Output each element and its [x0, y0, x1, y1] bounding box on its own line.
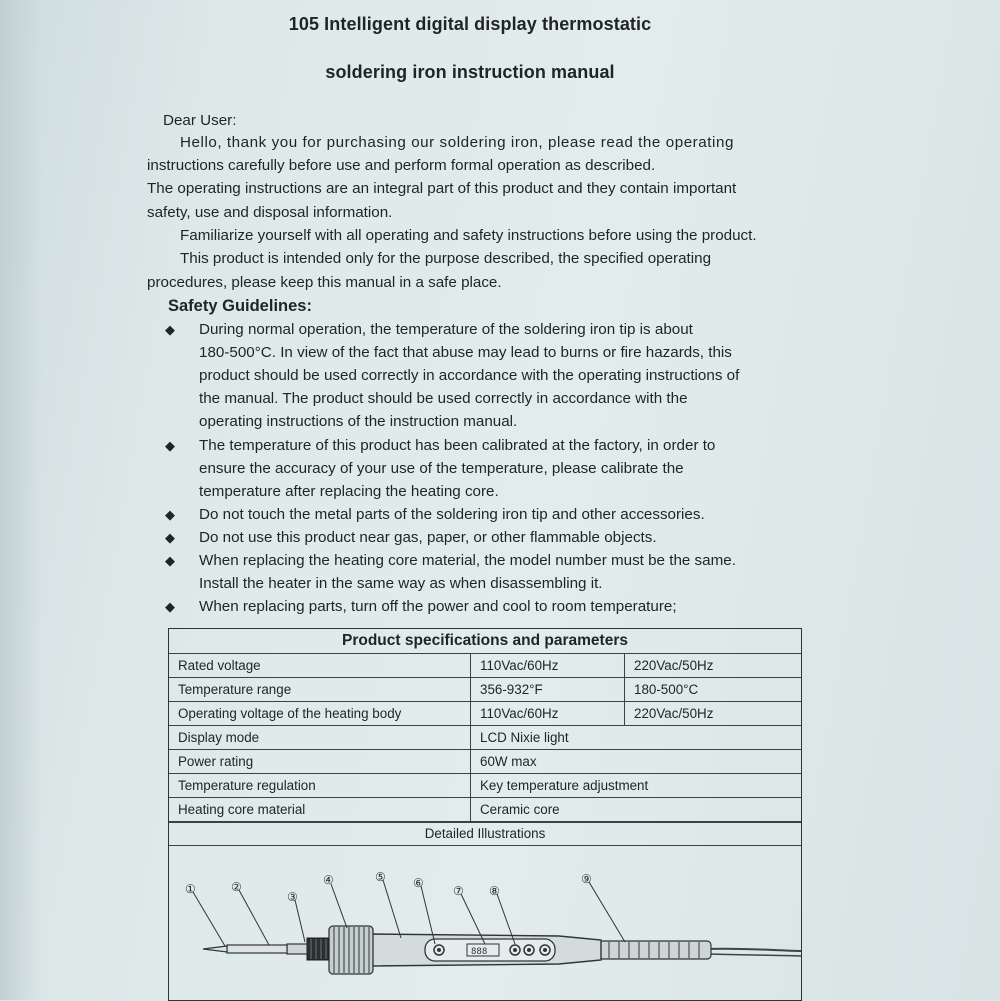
- bullet-diamond: ◆: [165, 438, 175, 453]
- illustrations-title: Detailed Illustrations: [169, 822, 801, 846]
- spec-value: 110Vac/60Hz: [471, 654, 625, 677]
- intro-line: This product is intended only for the purpose described, the specified operating: [180, 250, 712, 267]
- illustration-panel: [169, 846, 801, 1000]
- svg-text:888: 888: [471, 947, 488, 957]
- safety-line: Do not use this product near gas, paper, or other flammable objects.: [199, 529, 657, 546]
- spec-label: Temperature range: [169, 678, 471, 701]
- bullet-diamond: ◆: [165, 599, 175, 614]
- spec-label: Temperature regulation: [169, 774, 471, 797]
- spec-value: 180-500°C: [634, 682, 699, 697]
- greeting: Dear User:: [163, 112, 237, 129]
- callout-number: ②: [231, 880, 242, 894]
- safety-heading: Safety Guidelines:: [168, 297, 312, 315]
- intro-line: procedures, please keep this manual in a safe place.: [147, 274, 502, 291]
- safety-line: 180-500°C. In view of the fact that abuse may lead to burns or fire hazards, this: [199, 344, 732, 361]
- callout-number: ⑨: [581, 872, 592, 886]
- callout-number: ④: [323, 873, 334, 887]
- callout-number: ⑤: [375, 870, 386, 884]
- safety-line: ensure the accuracy of your use of the temperature, please calibrate the: [199, 460, 684, 477]
- table-row: [169, 750, 801, 774]
- callout-number: ⑦: [453, 884, 464, 898]
- safety-line: operating instructions of the instruction manual.: [199, 413, 518, 430]
- specs-table: [168, 628, 802, 1001]
- spec-label: Operating voltage of the heating body: [169, 702, 471, 725]
- spec-label: Rated voltage: [169, 654, 471, 677]
- bullet-diamond: ◆: [165, 507, 175, 522]
- table-row: [169, 702, 801, 726]
- table-row: [169, 654, 801, 678]
- bullet-diamond: ◆: [165, 530, 175, 545]
- table-row: [169, 678, 801, 702]
- intro-line: instructions carefully before use and perform formal operation as described.: [147, 157, 656, 174]
- page-fold-shadow: [0, 0, 42, 1000]
- callout-number: ⑧: [489, 884, 500, 898]
- safety-line: the manual. The product should be used correctly in accordance with the: [199, 390, 688, 407]
- spec-label: Heating core material: [169, 798, 471, 821]
- callout-number: ①: [185, 882, 196, 896]
- spec-label: Power rating: [169, 750, 471, 773]
- spec-value: 110Vac/60Hz: [471, 702, 625, 725]
- intro-line: Hello, thank you for purchasing our soldering iron, please read the operating: [180, 134, 734, 151]
- callout-number: ③: [287, 890, 298, 904]
- safety-line: The temperature of this product has been calibrated at the factory, in order to: [199, 437, 716, 454]
- spec-label: Display mode: [169, 726, 471, 749]
- bullet-diamond: ◆: [165, 553, 175, 568]
- safety-line: During normal operation, the temperature of the soldering iron tip is about: [199, 321, 693, 338]
- safety-line: Install the heater in the same way as when disassembling it.: [199, 575, 603, 592]
- document-title-line2: soldering iron instruction manual: [325, 62, 615, 82]
- callout-number: ⑥: [413, 876, 424, 890]
- safety-line: When replacing the heating core material, the model number must be the same.: [199, 552, 736, 569]
- intro-line: The operating instructions are an integral part of this product and they contain important: [147, 180, 737, 197]
- intro-line: Familiarize yourself with all operating and safety instructions before using the product.: [180, 227, 757, 244]
- safety-line: When replacing parts, turn off the power and cool to room temperature;: [199, 598, 677, 615]
- spec-value: 220Vac/50Hz: [634, 706, 714, 721]
- safety-line: product should be used correctly in accordance with the operating instructions of: [199, 367, 740, 384]
- spec-value: Ceramic core: [480, 802, 560, 817]
- safety-line: Do not touch the metal parts of the soldering iron tip and other accessories.: [199, 506, 705, 523]
- document-title-line1: 105 Intelligent digital display thermostatic: [288, 14, 652, 34]
- soldering-iron-diagram: [169, 846, 801, 1000]
- table-row: [169, 798, 801, 822]
- spec-value: 60W max: [480, 754, 537, 769]
- intro-line: safety, use and disposal information.: [147, 204, 393, 221]
- table-row: [169, 726, 801, 750]
- spec-value: Key temperature adjustment: [480, 778, 649, 793]
- specs-table-title: Product specifications and parameters: [169, 629, 801, 654]
- bullet-diamond: ◆: [165, 322, 175, 337]
- table-row: [169, 774, 801, 798]
- spec-value: LCD Nixie light: [480, 730, 569, 745]
- safety-line: temperature after replacing the heating core.: [199, 483, 499, 500]
- spec-value: 220Vac/50Hz: [634, 658, 714, 673]
- spec-value: 356-932°F: [471, 678, 625, 701]
